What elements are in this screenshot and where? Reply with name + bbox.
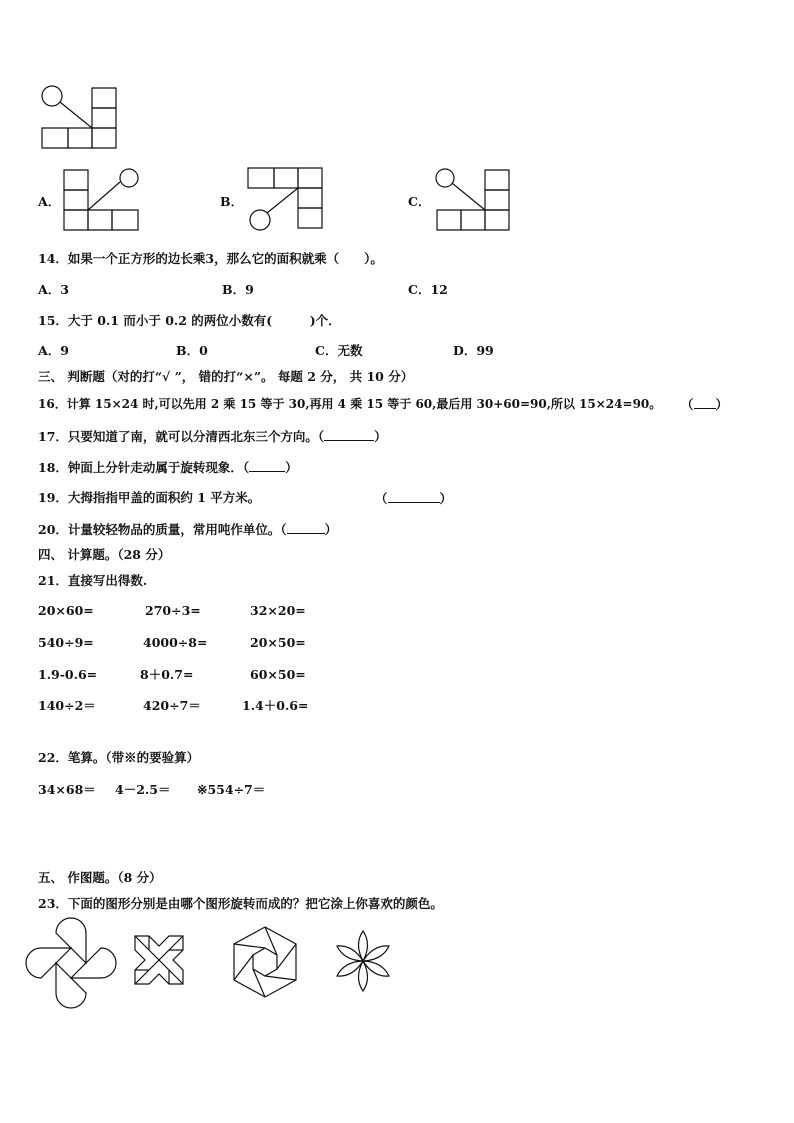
q15-stem: 15．大于 0.1 而小于 0.2 的两位小数有( )个．: [38, 313, 341, 328]
q22-item[interactable]: ※554÷7＝: [197, 782, 266, 797]
q21-item[interactable]: 270÷3=: [145, 603, 201, 618]
q21-item[interactable]: 1.4＋0.6=: [242, 698, 309, 713]
q13-option-a-label: A．: [38, 194, 61, 209]
q21-item[interactable]: 420÷7＝: [143, 698, 201, 713]
q18-answer-paren[interactable]: （ ）: [242, 460, 298, 475]
q20-row: [38, 521, 337, 538]
pinwheel-figure[interactable]: [38, 930, 104, 996]
q14-option-a[interactable]: A．3: [38, 282, 69, 297]
q15-option-b[interactable]: B．0: [176, 343, 208, 358]
q21-item[interactable]: 8＋0.7=: [140, 667, 194, 682]
q14-option-c[interactable]: C．12: [408, 282, 448, 297]
q17-row: [38, 428, 387, 445]
q17-answer-paren[interactable]: （ ）: [317, 429, 387, 444]
section-4-heading: 四、 计算题。（28 分）: [38, 547, 171, 562]
q22-stem: 22．笔算。（带※的要验算）: [38, 750, 200, 765]
section-3-heading: 三、 判断题（对的打“√ ”， 错的打“×”。 每题 2 分， 共 10 分）: [38, 369, 414, 384]
q21-item[interactable]: 540÷9=: [38, 635, 94, 650]
q18-row: [38, 459, 298, 476]
q21-item[interactable]: 140÷2＝: [38, 698, 96, 713]
q13-option-c-label: C．: [408, 194, 431, 209]
q23-stem: 23．下面的图形分别是由哪个图形旋转而成的？把它涂上你喜欢的颜色。: [38, 896, 443, 911]
q21-item[interactable]: 4000÷8=: [143, 635, 208, 650]
q13-option-c-figure: [433, 166, 515, 232]
q17-text: 17．只要知道了南，就可以分清西北东三个方向。: [38, 429, 318, 444]
q22-item[interactable]: 34×68＝: [38, 782, 96, 797]
cross-figure[interactable]: [131, 932, 187, 988]
q16-text: 16．计算 15×24 时,可以先用 2 乘 15 等于 30,再用 4 乘 15 等于 60,最后用 30+60=90,所以 15×24=90。: [38, 397, 662, 411]
q13-option-b-label: B．: [220, 194, 244, 209]
q21-item[interactable]: 20×50=: [250, 635, 306, 650]
q15-option-d[interactable]: D．99: [453, 343, 494, 358]
q21-item[interactable]: 32×20=: [250, 603, 306, 618]
section-5-heading: 五、 作图题。（8 分）: [38, 870, 162, 885]
flower-figure[interactable]: [330, 928, 396, 994]
q14-option-b[interactable]: B．9: [222, 282, 254, 297]
q21-item[interactable]: 20×60=: [38, 603, 94, 618]
q13-option-a-figure: [62, 166, 144, 232]
q21-item[interactable]: 1.9-0.6=: [38, 667, 98, 682]
q19-text: 19．大拇指指甲盖的面积约 1 平方米。: [38, 490, 261, 505]
q16-answer-paren[interactable]: （ ）: [681, 397, 729, 412]
hexagon-figure[interactable]: [227, 924, 303, 1000]
q13-option-b-figure: [246, 166, 328, 232]
q19-answer-paren[interactable]: （ ）: [375, 491, 453, 506]
q20-text: 20．计量较轻物品的质量，常用吨作单位。: [38, 522, 281, 537]
q18-text: 18．钟面上分针走动属于旋转现象．: [38, 460, 243, 475]
q21-item[interactable]: 60×50=: [250, 667, 306, 682]
q15-option-c[interactable]: C．无数: [315, 343, 363, 358]
q20-answer-paren[interactable]: （ ）: [280, 522, 338, 537]
q15-option-a[interactable]: A．9: [38, 343, 69, 358]
q14-stem: 14．如果一个正方形的边长乘3，那么它的面积就乘（ ）。: [38, 251, 383, 266]
q13-reference-figure: [40, 84, 120, 149]
q21-stem: 21．直接写出得数.: [38, 573, 148, 588]
q22-item[interactable]: 4－2.5＝: [115, 782, 171, 797]
